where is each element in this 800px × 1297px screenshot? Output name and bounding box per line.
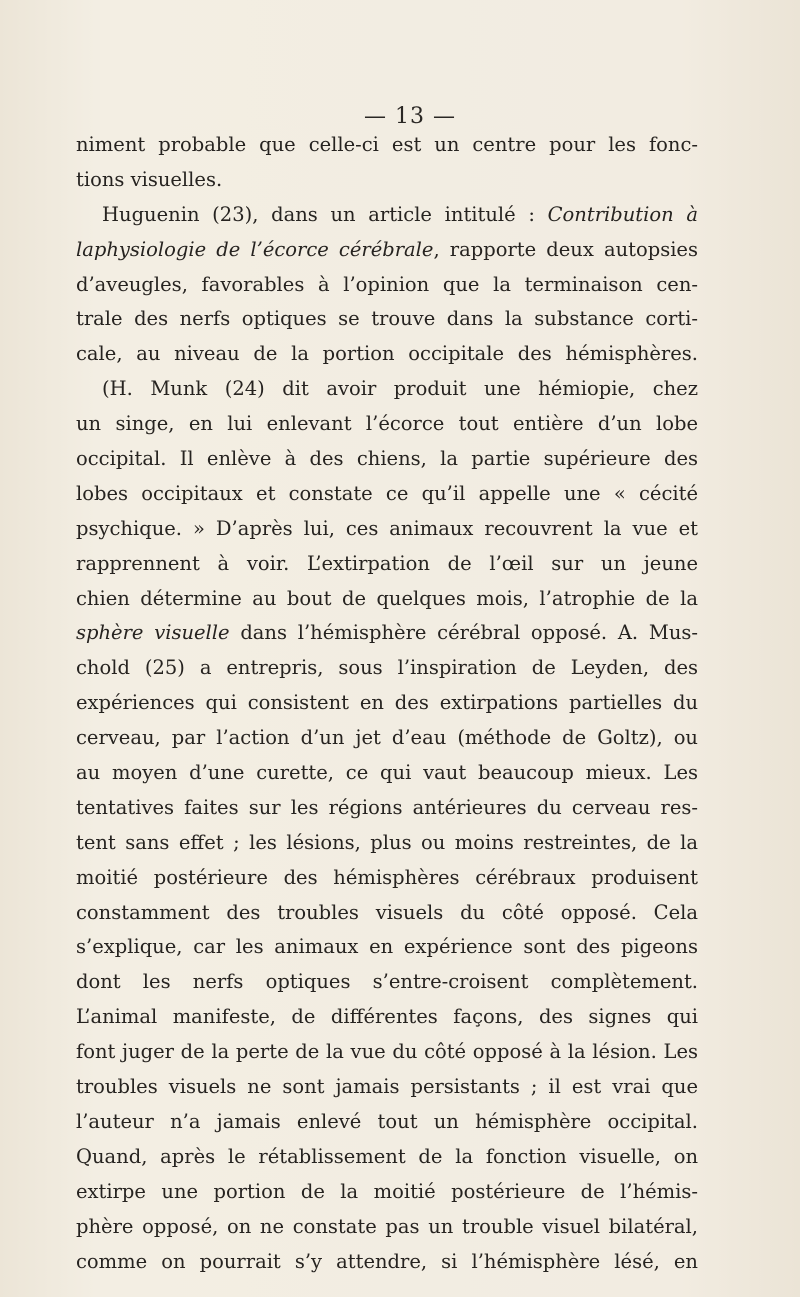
text-line xyxy=(76,1035,698,1070)
text-segment: tentatives faites sur les régions antérieures du cerveau res- xyxy=(76,795,698,819)
text-segment: moitié postérieure des hémisphères cérébraux produisent xyxy=(76,865,698,889)
italic-text: laphysiologie de l’écorce cérébrale xyxy=(76,237,434,261)
text-segment: rapprennent à voir. L’extirpation de l’œil sur un jeune xyxy=(76,551,698,575)
text-segment: psychique. » D’après lui, ces animaux recouvrent la vue et xyxy=(76,516,698,540)
text-segment: L’animal manifeste, de différentes façons, des signes qui xyxy=(76,1005,698,1029)
body-text xyxy=(76,128,698,1279)
text-segment: comme on pourrait s’y attendre, si l’hémisphère lésé, en xyxy=(76,1249,698,1273)
text-segment: phère opposé, on ne constate pas un trouble visuel bilatéral, xyxy=(76,1214,698,1238)
text-line xyxy=(76,1140,698,1175)
text-line xyxy=(76,826,698,861)
text-segment: tent sans effet ; les lésions, plus ou moins restreintes, de la xyxy=(76,830,698,854)
text-line xyxy=(76,233,698,268)
text-segment: Quand, après le rétablissement de la fonction visuelle, on xyxy=(76,1144,698,1168)
text-line xyxy=(76,651,698,686)
text-segment: un singe, en lui enlevant l’écorce tout entière d’un lobe xyxy=(76,412,698,436)
text-line xyxy=(76,1245,698,1280)
text-line xyxy=(76,686,698,721)
text-line xyxy=(76,791,698,826)
text-line xyxy=(76,756,698,791)
text-line xyxy=(76,616,698,651)
text-line xyxy=(76,372,698,407)
text-segment: expériences qui consistent en des extirpations partielles du xyxy=(76,691,698,715)
text-line xyxy=(76,442,698,477)
text-segment: chien détermine au bout de quelques mois, l’atrophie de la xyxy=(76,586,698,610)
text-segment: l’auteur n’a jamais enlevé tout un hémisphère occipital. xyxy=(76,1109,698,1133)
text-line xyxy=(76,930,698,965)
text-segment: dans l’hémisphère cérébral opposé. A. Mus- xyxy=(229,621,698,645)
text-line xyxy=(76,721,698,756)
text-segment: constamment des troubles visuels du côté opposé. Cela xyxy=(76,900,698,924)
text-line xyxy=(76,965,698,1000)
text-segment: chold (25) a entrepris, sous l’inspiration de Leyden, des xyxy=(76,656,698,680)
text-segment: tions visuelles. xyxy=(76,167,223,191)
text-line xyxy=(76,547,698,582)
italic-text: sphère visuelle xyxy=(76,621,230,645)
text-line xyxy=(76,1105,698,1140)
text-line xyxy=(76,477,698,512)
text-line xyxy=(76,407,698,442)
text-segment: dont les nerfs optiques s’entre-croisent complètement. xyxy=(76,970,698,994)
text-line xyxy=(76,198,698,233)
text-line xyxy=(76,582,698,617)
text-segment: Huguenin (23), dans un article intitulé : xyxy=(102,202,548,226)
text-line xyxy=(76,337,698,372)
text-segment: extirpe une portion de la moitié postérieure de l’hémis- xyxy=(76,1179,698,1203)
text-line xyxy=(76,1000,698,1035)
text-segment: lobes occipitaux et constate ce qu’il appelle une « cécité xyxy=(76,481,698,505)
text-segment: occipital. Il enlève à des chiens, la partie supérieure des xyxy=(76,447,698,471)
text-line xyxy=(76,861,698,896)
text-segment: au moyen d’une curette, ce qui vaut beaucoup mieux. Les xyxy=(76,761,698,785)
italic-text: Contribution à xyxy=(547,202,698,226)
text-segment: niment probable que celle-ci est un centre pour les fonc- xyxy=(76,133,698,156)
text-line xyxy=(76,163,698,198)
text-line xyxy=(76,128,698,163)
text-segment: font juger de la perte de la vue du côté opposé à la lésion. Les xyxy=(76,1040,698,1064)
text-line xyxy=(76,896,698,931)
text-segment: trale des nerfs optiques se trouve dans la substance corti- xyxy=(76,307,698,331)
text-segment: troubles visuels ne sont jamais persistants ; il est vrai que xyxy=(76,1075,698,1099)
text-line xyxy=(76,1070,698,1105)
text-segment: d’aveugles, favorables à l’opinion que la terminaison cen- xyxy=(76,272,698,296)
text-segment: , rapporte deux autopsies xyxy=(433,237,698,261)
text-segment: cerveau, par l’action d’un jet d’eau (méthode de Goltz), ou xyxy=(76,726,698,750)
text-segment: s’explique, car les animaux en expérience sont des pigeons xyxy=(76,935,698,959)
page-number: — 13 — xyxy=(364,104,456,129)
text-line xyxy=(76,512,698,547)
text-line xyxy=(76,268,698,303)
text-line xyxy=(76,302,698,337)
text-segment: cale, au niveau de la portion occipitale des hémisphères. xyxy=(76,342,698,366)
text-segment: (H. Munk (24) dit avoir produit une hémiopie, chez xyxy=(102,377,698,401)
text-line xyxy=(76,1175,698,1210)
text-line xyxy=(76,1210,698,1245)
